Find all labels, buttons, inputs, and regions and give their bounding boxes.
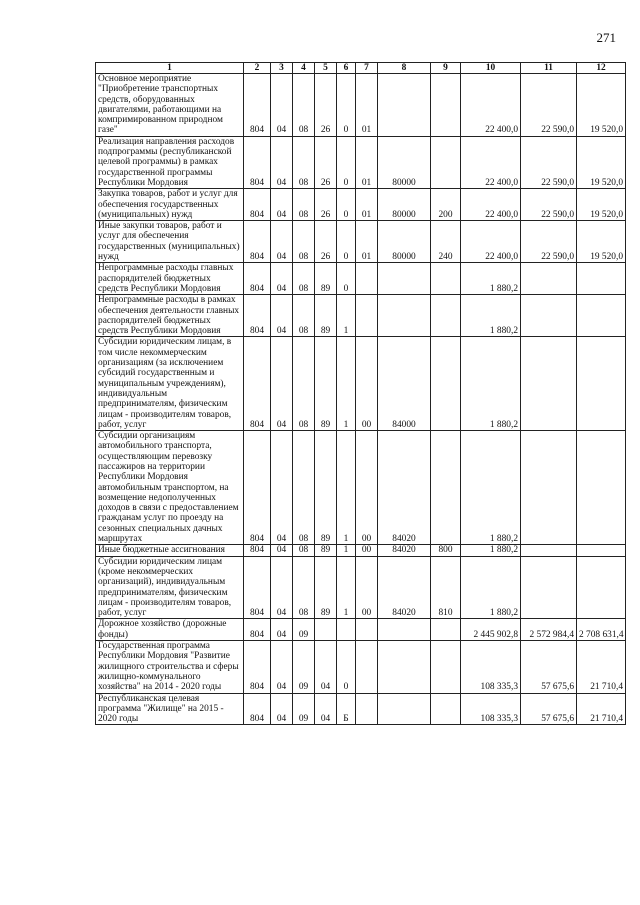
amount-year2-cell — [521, 295, 577, 337]
direction-cell: 84020 — [378, 431, 431, 545]
amount-year3-cell — [577, 295, 626, 337]
expense-type-cell: 800 — [431, 545, 461, 556]
subsection-cell: 09 — [293, 619, 315, 641]
column-header: 9 — [431, 63, 461, 74]
expense-type-cell — [431, 136, 461, 188]
column-header: 3 — [271, 63, 293, 74]
expense-type-cell — [431, 641, 461, 693]
subprogram-cell: Б — [337, 693, 356, 725]
subprogram-cell: 0 — [337, 263, 356, 295]
direction-cell: 84020 — [378, 556, 431, 619]
amount-year2-cell: 57 675,6 — [521, 641, 577, 693]
table-row — [96, 619, 626, 641]
subsection-cell: 09 — [293, 641, 315, 693]
table-row — [96, 295, 626, 337]
expense-type-cell — [431, 74, 461, 137]
amount-year1-cell: 22 400,0 — [461, 74, 521, 137]
subsection-cell: 09 — [293, 693, 315, 725]
subprogram-cell: 0 — [337, 641, 356, 693]
gl-admin-cell: 804 — [244, 693, 271, 725]
program-cell — [315, 619, 337, 641]
table-row — [96, 545, 626, 556]
measure-cell: 00 — [356, 556, 378, 619]
subprogram-cell: 0 — [337, 189, 356, 221]
amount-year2-cell — [521, 337, 577, 431]
section-cell: 04 — [271, 189, 293, 221]
subprogram-cell: 1 — [337, 337, 356, 431]
section-cell: 04 — [271, 556, 293, 619]
gl-admin-cell: 804 — [244, 431, 271, 545]
amount-year3-cell — [577, 431, 626, 545]
subprogram-cell: 0 — [337, 221, 356, 263]
amount-year3-cell: 19 520,0 — [577, 189, 626, 221]
gl-admin-cell: 804 — [244, 619, 271, 641]
direction-cell: 80000 — [378, 221, 431, 263]
gl-admin-cell: 804 — [244, 221, 271, 263]
expense-type-cell: 200 — [431, 189, 461, 221]
section-cell: 04 — [271, 136, 293, 188]
subprogram-cell — [337, 619, 356, 641]
amount-year2-cell: 2 572 984,4 — [521, 619, 577, 641]
section-cell: 04 — [271, 431, 293, 545]
program-cell: 26 — [315, 74, 337, 137]
subprogram-cell: 1 — [337, 545, 356, 556]
section-cell: 04 — [271, 337, 293, 431]
table-row — [96, 556, 626, 619]
program-cell: 04 — [315, 641, 337, 693]
amount-year2-cell — [521, 556, 577, 619]
page-number: 271 — [596, 30, 616, 45]
amount-year3-cell: 21 710,4 — [577, 641, 626, 693]
section-cell: 04 — [271, 221, 293, 263]
amount-year3-cell — [577, 545, 626, 556]
measure-cell: 01 — [356, 74, 378, 137]
section-cell: 04 — [271, 693, 293, 725]
amount-year3-cell: 19 520,0 — [577, 74, 626, 137]
table-row — [96, 431, 626, 545]
expense-type-cell — [431, 431, 461, 545]
amount-year2-cell: 22 590,0 — [521, 221, 577, 263]
amount-year1-cell: 22 400,0 — [461, 189, 521, 221]
program-cell: 89 — [315, 556, 337, 619]
amount-year1-cell: 1 880,2 — [461, 556, 521, 619]
row-name-cell: Непрограммные расходы в рамках обеспечения деятельности главных распорядителей бюджетных средств Республики Мордовия — [96, 295, 244, 337]
subsection-cell: 08 — [293, 431, 315, 545]
direction-cell: 80000 — [378, 136, 431, 188]
program-cell: 89 — [315, 263, 337, 295]
amount-year1-cell: 108 335,3 — [461, 693, 521, 725]
column-header: 4 — [293, 63, 315, 74]
table-row — [96, 221, 626, 263]
amount-year1-cell: 22 400,0 — [461, 136, 521, 188]
amount-year3-cell — [577, 263, 626, 295]
table-row — [96, 74, 626, 137]
amount-year2-cell — [521, 263, 577, 295]
amount-year1-cell: 2 445 902,8 — [461, 619, 521, 641]
table-row — [96, 189, 626, 221]
row-name-cell: Основное мероприятие "Приобретение транспортных средств, оборудованных двигателями, работающими на компримированном природном газе" — [96, 74, 244, 137]
amount-year1-cell: 1 880,2 — [461, 545, 521, 556]
column-header: 5 — [315, 63, 337, 74]
expense-type-cell — [431, 337, 461, 431]
column-header: 1 — [96, 63, 244, 74]
gl-admin-cell: 804 — [244, 641, 271, 693]
table-row — [96, 641, 626, 693]
table-row — [96, 693, 626, 725]
column-header: 12 — [577, 63, 626, 74]
expense-type-cell — [431, 263, 461, 295]
row-name-cell: Дорожное хозяйство (дорожные фонды) — [96, 619, 244, 641]
row-name-cell: Иные закупки товаров, работ и услуг для обеспечения государственных (муниципальных) нужд — [96, 221, 244, 263]
program-cell: 26 — [315, 189, 337, 221]
row-name-cell: Реализация направления расходов подпрограммы (республиканской целевой программы) в рамках государственной программы Республики Мордовия — [96, 136, 244, 188]
expense-type-cell — [431, 295, 461, 337]
row-name-cell: Закупка товаров, работ и услуг для обеспечения государственных (муниципальных) нужд — [96, 189, 244, 221]
amount-year3-cell: 2 708 631,4 — [577, 619, 626, 641]
amount-year1-cell: 1 880,2 — [461, 431, 521, 545]
amount-year3-cell — [577, 556, 626, 619]
direction-cell — [378, 619, 431, 641]
expense-type-cell: 240 — [431, 221, 461, 263]
measure-cell — [356, 641, 378, 693]
gl-admin-cell: 804 — [244, 545, 271, 556]
subprogram-cell: 0 — [337, 74, 356, 137]
row-name-cell: Государственная программа Республики Мордовия "Развитие жилищного строительства и сферы жилищно-коммунального хозяйства" на 2014 - 2020 годы — [96, 641, 244, 693]
direction-cell — [378, 263, 431, 295]
program-cell: 89 — [315, 337, 337, 431]
column-header: 6 — [337, 63, 356, 74]
expense-type-cell — [431, 619, 461, 641]
subprogram-cell: 1 — [337, 556, 356, 619]
direction-cell — [378, 641, 431, 693]
measure-cell — [356, 619, 378, 641]
column-header: 10 — [461, 63, 521, 74]
program-cell: 89 — [315, 431, 337, 545]
gl-admin-cell: 804 — [244, 189, 271, 221]
gl-admin-cell: 804 — [244, 337, 271, 431]
table-body — [96, 74, 626, 725]
direction-cell — [378, 693, 431, 725]
measure-cell: 00 — [356, 545, 378, 556]
table-row — [96, 263, 626, 295]
amount-year3-cell — [577, 337, 626, 431]
section-cell: 04 — [271, 74, 293, 137]
program-cell: 89 — [315, 295, 337, 337]
row-name-cell: Непрограммные расходы главных распорядителей бюджетных средств Республики Мордовия — [96, 263, 244, 295]
subsection-cell: 08 — [293, 221, 315, 263]
subsection-cell: 08 — [293, 136, 315, 188]
direction-cell — [378, 295, 431, 337]
subsection-cell: 08 — [293, 189, 315, 221]
measure-cell — [356, 295, 378, 337]
measure-cell: 00 — [356, 337, 378, 431]
amount-year3-cell: 21 710,4 — [577, 693, 626, 725]
row-name-cell: Иные бюджетные ассигнования — [96, 545, 244, 556]
expense-type-cell — [431, 693, 461, 725]
direction-cell: 80000 — [378, 189, 431, 221]
program-cell: 04 — [315, 693, 337, 725]
subsection-cell: 08 — [293, 545, 315, 556]
measure-cell — [356, 693, 378, 725]
amount-year2-cell: 22 590,0 — [521, 74, 577, 137]
section-cell: 04 — [271, 619, 293, 641]
gl-admin-cell: 804 — [244, 556, 271, 619]
amount-year3-cell: 19 520,0 — [577, 136, 626, 188]
amount-year1-cell: 1 880,2 — [461, 295, 521, 337]
gl-admin-cell: 804 — [244, 295, 271, 337]
column-header: 11 — [521, 63, 577, 74]
amount-year1-cell: 22 400,0 — [461, 221, 521, 263]
subsection-cell: 08 — [293, 74, 315, 137]
direction-cell: 84000 — [378, 337, 431, 431]
column-header: 7 — [356, 63, 378, 74]
gl-admin-cell: 804 — [244, 136, 271, 188]
subsection-cell: 08 — [293, 295, 315, 337]
program-cell: 26 — [315, 136, 337, 188]
subsection-cell: 08 — [293, 337, 315, 431]
budget-table — [95, 62, 626, 725]
measure-cell — [356, 263, 378, 295]
direction-cell: 84020 — [378, 545, 431, 556]
amount-year1-cell: 1 880,2 — [461, 337, 521, 431]
amount-year2-cell: 22 590,0 — [521, 189, 577, 221]
table-row — [96, 337, 626, 431]
gl-admin-cell: 804 — [244, 263, 271, 295]
amount-year2-cell — [521, 431, 577, 545]
expense-type-cell: 810 — [431, 556, 461, 619]
subsection-cell: 08 — [293, 556, 315, 619]
amount-year2-cell: 57 675,6 — [521, 693, 577, 725]
direction-cell — [378, 74, 431, 137]
row-name-cell: Республиканская целевая программа "Жилище" на 2015 - 2020 годы — [96, 693, 244, 725]
table-row — [96, 136, 626, 188]
row-name-cell: Субсидии юридическим лицам (кроме некоммерческих организаций), индивидуальным предпринимателям, физическим лицам - производителям товаров, работ, услуг — [96, 556, 244, 619]
amount-year3-cell: 19 520,0 — [577, 221, 626, 263]
amount-year1-cell: 1 880,2 — [461, 263, 521, 295]
section-cell: 04 — [271, 641, 293, 693]
header-row — [96, 63, 626, 74]
measure-cell: 01 — [356, 189, 378, 221]
section-cell: 04 — [271, 263, 293, 295]
measure-cell: 01 — [356, 136, 378, 188]
gl-admin-cell: 804 — [244, 74, 271, 137]
column-header: 8 — [378, 63, 431, 74]
section-cell: 04 — [271, 295, 293, 337]
subsection-cell: 08 — [293, 263, 315, 295]
subprogram-cell: 0 — [337, 136, 356, 188]
measure-cell: 00 — [356, 431, 378, 545]
column-header: 2 — [244, 63, 271, 74]
subprogram-cell: 1 — [337, 295, 356, 337]
amount-year2-cell — [521, 545, 577, 556]
amount-year2-cell: 22 590,0 — [521, 136, 577, 188]
row-name-cell: Субсидии юридическим лицам, в том числе некоммерческим организациям (за исключением субсидий государственным и муниципальным учреждениям), индивидуальным предпринимателям, физическим лицам - производителям товаров, работ, услуг — [96, 337, 244, 431]
measure-cell: 01 — [356, 221, 378, 263]
program-cell: 89 — [315, 545, 337, 556]
program-cell: 26 — [315, 221, 337, 263]
section-cell: 04 — [271, 545, 293, 556]
row-name-cell: Субсидии организациям автомобильного транспорта, осуществляющим перевозку пассажиров на территории Республики Мордовия автомобильным транспортом, на возмещение недополученных доходов в связи с предоставлением гражданам услуг по проезду на сезонных специальных дачных маршрутах — [96, 431, 244, 545]
amount-year1-cell: 108 335,3 — [461, 641, 521, 693]
subprogram-cell: 1 — [337, 431, 356, 545]
